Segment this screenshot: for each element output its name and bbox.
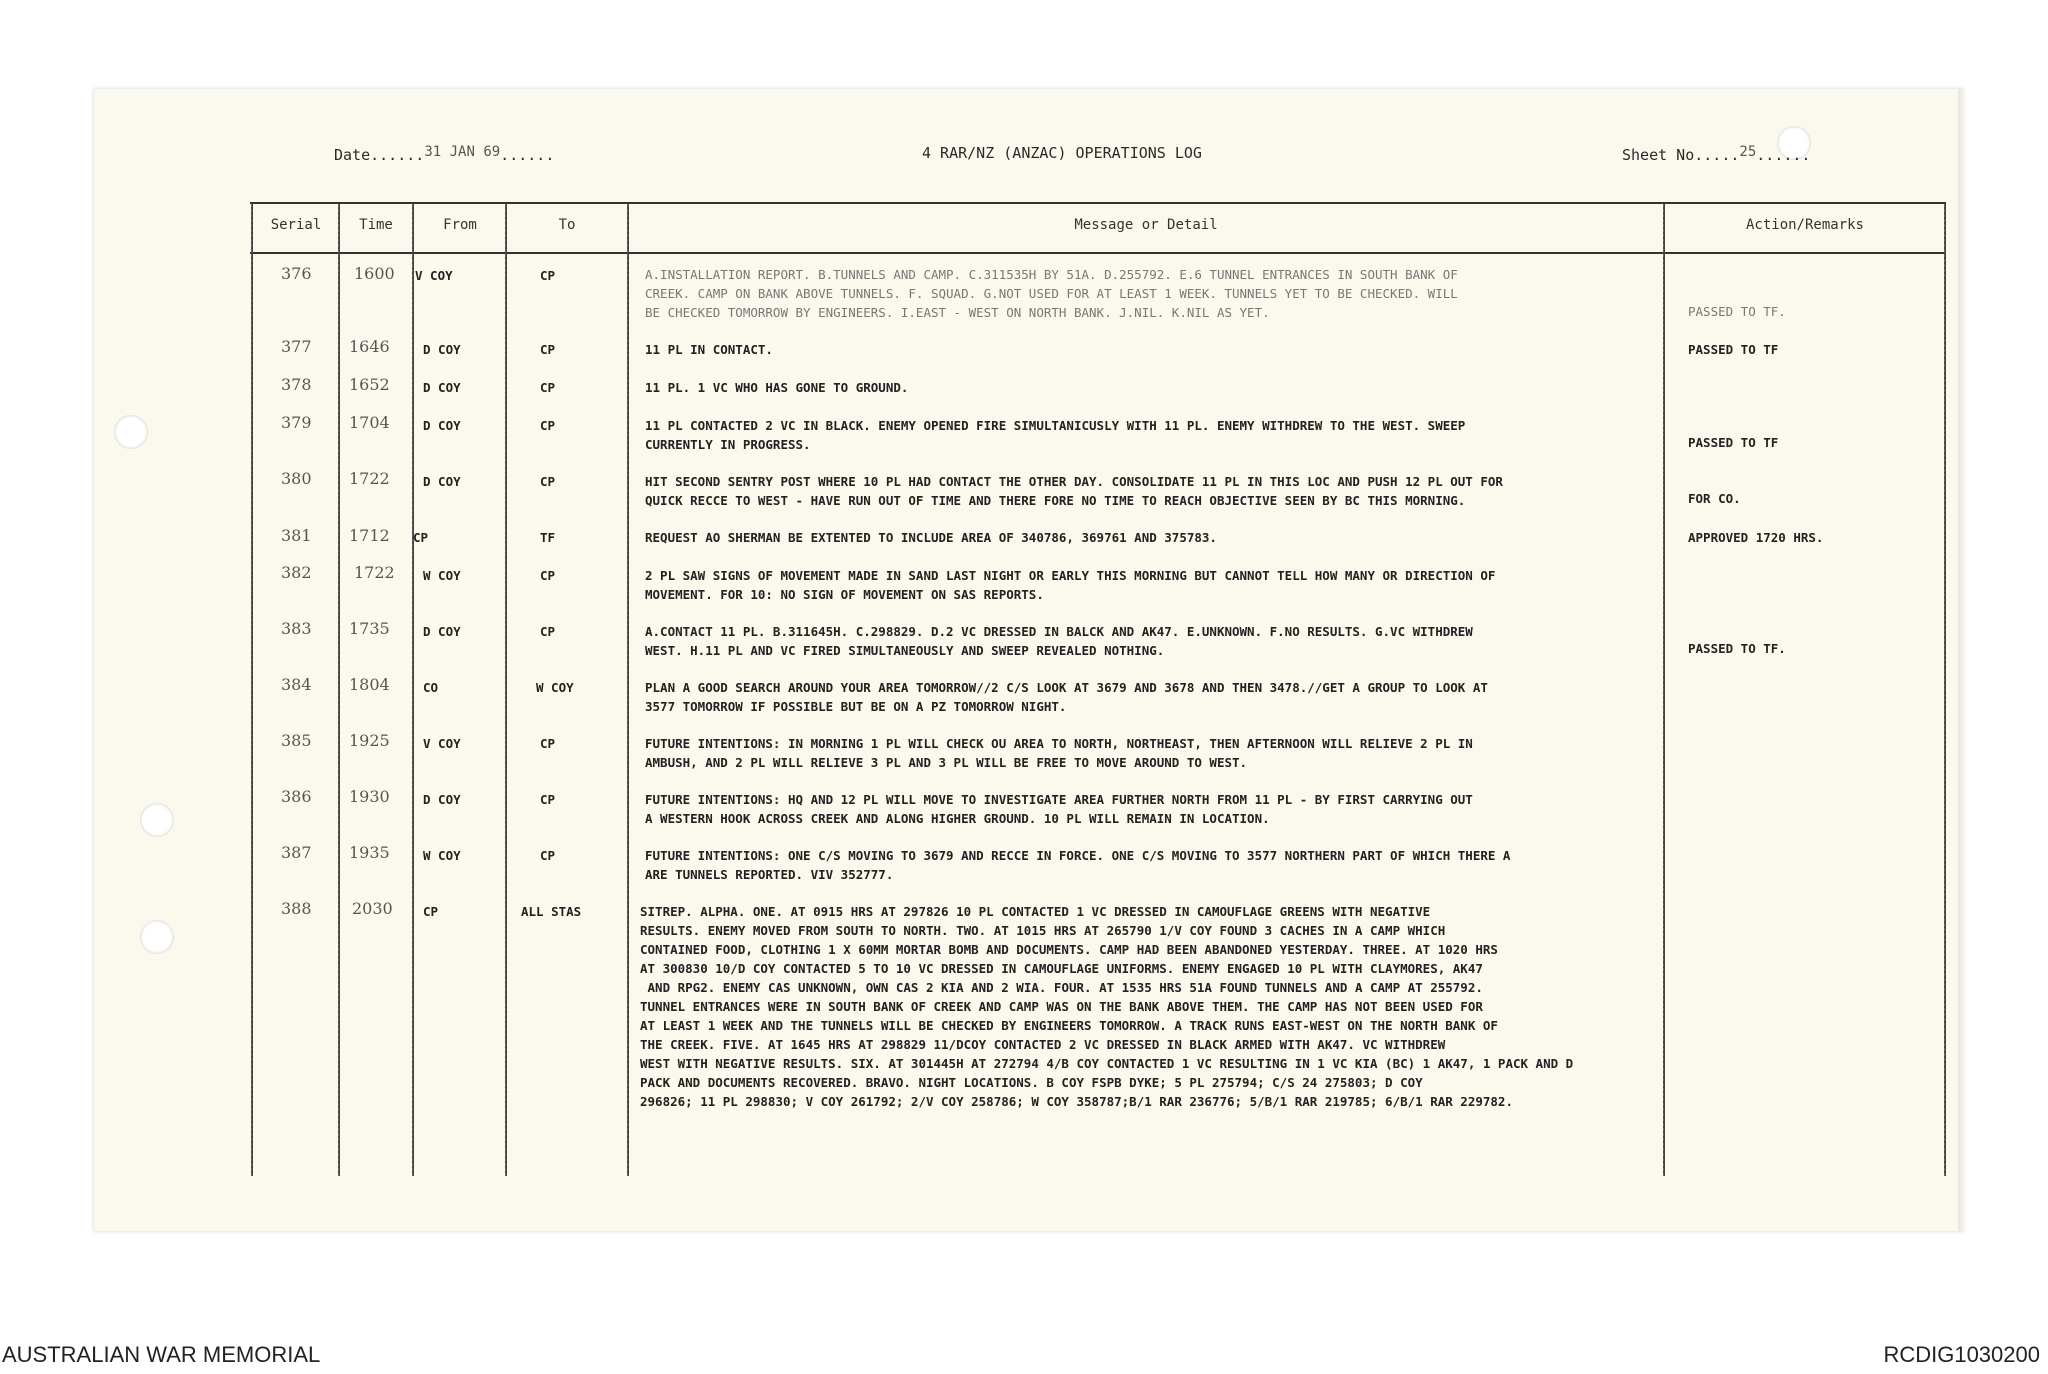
from-cell: D COY <box>423 792 461 807</box>
message-cell: HIT SECOND SENTRY POST WHERE 10 PL HAD CONTACT THE OTHER DAY. CONSOLIDATE 11 PL IN THIS LOC AND PUSH 12 PL OUT FOR QUICK RECCE TO WEST - HAVE RUN OUT OF TIME AND THERE FORE NO TIME TO REACH OBJECTIVE SEEN BY BC THIS MORNING. <box>645 474 1503 508</box>
serial-cell: 377 <box>281 337 312 356</box>
col-divider <box>505 204 507 1176</box>
message-cell: 11 PL CONTACTED 2 VC IN BLACK. ENEMY OPENED FIRE SIMULTANICUSLY WITH 11 PL. ENEMY WITHDREW TO THE WEST. SWEEP CURRENTLY IN PROGRESS. <box>645 418 1466 452</box>
time-cell: 1712 <box>349 526 390 545</box>
from-cell: V COY <box>423 736 461 751</box>
from-cell: D COY <box>423 418 461 433</box>
date-value: 31 JAN 69 <box>424 144 501 160</box>
serial-cell: 383 <box>281 619 312 638</box>
col-header-time: Time <box>359 217 393 233</box>
message-cell: A.INSTALLATION REPORT. B.TUNNELS AND CAMP. C.311535H BY 51A. D.255792. E.6 TUNNEL ENTRANCES IN SOUTH BANK OF CREEK. CAMP ON BANK ABOVE TUNNELS. F. SQUAD. G.NOT USED FOR AT LEAST 1 WEEK. TUNNELS YET TO BE CHECKED. WILL BE CHECKED TOMORROW BY ENGINEERS. I.EAST - WEST ON NORTH BANK. J.NIL. K.NIL AS YET. <box>645 267 1458 320</box>
time-cell: 1600 <box>354 264 395 283</box>
col-divider <box>627 204 629 1176</box>
serial-cell: 378 <box>281 375 312 394</box>
to-cell: CP <box>540 736 556 751</box>
serial-cell: 382 <box>281 563 312 582</box>
serial-cell: 380 <box>281 469 312 488</box>
time-cell: 1925 <box>349 731 390 750</box>
sheet-edge <box>1958 89 1968 1231</box>
sheet-value: 25 <box>1739 144 1757 160</box>
remarks-cell: PASSED TO TF <box>1688 342 1779 357</box>
from-cell: D COY <box>423 380 461 395</box>
time-cell: 2030 <box>352 899 393 918</box>
message-cell: REQUEST AO SHERMAN BE EXTENTED TO INCLUDE AREA OF 340786, 369761 AND 375783. <box>645 530 1217 545</box>
from-cell: CP <box>423 904 439 919</box>
from-cell: W COY <box>423 568 461 583</box>
to-cell: CP <box>540 418 556 433</box>
time-cell: 1704 <box>349 413 390 432</box>
to-cell: CP <box>540 568 556 583</box>
time-cell: 1722 <box>354 563 395 582</box>
from-cell: D COY <box>423 474 461 489</box>
col-header-from: From <box>443 217 477 233</box>
to-cell: TF <box>540 530 556 545</box>
serial-cell: 388 <box>281 899 312 918</box>
message-cell: A.CONTACT 11 PL. B.311645H. C.298829. D.2 VC DRESSED IN BALCK AND AK47. E.UNKNOWN. F.NO RESULTS. G.VC WITHDREW WEST. H.11 PL AND VC FIRED SIMULTANEOUSLY AND SWEEP REVEALED NOTHING. <box>645 624 1473 658</box>
serial-cell: 384 <box>281 675 312 694</box>
punch-hole <box>114 415 148 449</box>
time-cell: 1735 <box>349 619 390 638</box>
serial-cell: 386 <box>281 787 312 806</box>
message-cell: 11 PL IN CONTACT. <box>645 342 773 357</box>
time-cell: 1646 <box>349 337 390 356</box>
sheet-label: Sheet No..... <box>1622 146 1740 164</box>
time-cell: 1722 <box>349 469 390 488</box>
remarks-cell: PASSED TO TF. <box>1688 304 1786 319</box>
to-cell: CP <box>540 268 556 283</box>
from-cell: CO <box>423 680 439 695</box>
from-cell: CP <box>413 530 429 545</box>
message-cell: 11 PL. 1 VC WHO HAS GONE TO GROUND. <box>645 380 909 395</box>
message-cell: FUTURE INTENTIONS: ONE C/S MOVING TO 3679 AND RECCE IN FORCE. ONE C/S MOVING TO 3577 NORTHERN PART OF WHICH THERE A ARE TUNNELS REPORTED. VIV 352777. <box>645 848 1511 882</box>
serial-cell: 381 <box>281 526 312 545</box>
time-cell: 1930 <box>349 787 390 806</box>
to-cell: ALL STAS <box>521 904 582 919</box>
to-cell: CP <box>540 624 556 639</box>
to-cell: W COY <box>536 680 574 695</box>
to-cell: CP <box>540 792 556 807</box>
col-divider <box>1944 204 1946 1176</box>
from-cell: D COY <box>423 624 461 639</box>
col-divider <box>251 204 253 1176</box>
time-cell: 1652 <box>349 375 390 394</box>
remarks-cell: PASSED TO TF <box>1688 435 1779 450</box>
col-divider <box>338 204 340 1176</box>
message-cell: FUTURE INTENTIONS: HQ AND 12 PL WILL MOVE TO INVESTIGATE AREA FURTHER NORTH FROM 11 PL - BY FIRST CARRYING OUT A WESTERN HOOK ACROSS CREEK AND ALONG HIGHER GROUND. 10 PL WILL REMAIN IN LOCATION. <box>645 792 1473 826</box>
serial-cell: 379 <box>281 413 312 432</box>
time-cell: 1935 <box>349 843 390 862</box>
col-header-serial: Serial <box>270 217 322 233</box>
message-cell: SITREP. ALPHA. ONE. AT 0915 HRS AT 297826 10 PL CONTACTED 1 VC DRESSED IN CAMOUFLAGE GREENS WITH NEGATIVE RESULTS. ENEMY MOVED FROM SOUTH TO NORTH. TWO. AT 1015 HRS AT 265790 1/V COY FOUND 3 CACHES IN A CAMP WHICH CONTAINED FOOD, CLOTHING 1 X 60MM MORTAR BOMB AND DOCUMENTS. CAMP HAD BEEN ABANDONED YESTERDAY. THREE. AT 1020 HRS AT 300830 10/D COY CONTACTED 5 TO 10 VC DRESSED IN CAMOUFLAGE UNIFORMS. ENEMY ENGAGED 10 PL WITH CLAYMORES, AK47 AND RPG2. ENEMY CAS UNKNOWN, OWN CAS 2 KIA AND 2 WIA. FOUR. AT 1535 HRS 51A FOUND TUNNELS AND A CAMP AT 255792. TUNNEL ENTRANCES WERE IN SOUTH BANK OF CREEK AND CAMP WAS ON THE BANK ABOVE THEM. THE CAMP HAS NOT BEEN USED FOR AT LEAST 1 WEEK AND THE TUNNELS WILL BE CHECKED BY ENGINEERS TOMORROW. A TRACK RUNS EAST-WEST ON THE NORTH BANK OF THE CREEK. FIVE. AT 1645 HRS AT 298829 11/DCOY CONTACTED 2 VC DRESSED IN BLACK ARMED WITH AK47. VC WITHDREW WEST WITH NEGATIVE RESULTS. SIX. AT 301445H AT 272794 4/B COY CONTACTED 1 VC RESULTING IN 1 VC KIA (BC) 1 AK47, 1 PACK AND D PACK AND DOCUMENTS RECOVERED. BRAVO. NIGHT LOCATIONS. B COY FSPB DYKE; 5 PL 275794; C/S 24 275803; D COY 296826; 11 PL 298830; V COY 261792; 2/V COY 258786; W COY 358787;B/1 RAR 236776; 5/B/1 RAR 219785; 6/B/1 RAR 229782. <box>640 904 1574 1109</box>
message-cell: FUTURE INTENTIONS: IN MORNING 1 PL WILL CHECK OU AREA TO NORTH, NORTHEAST, THEN AFTERNOON WILL RELIEVE 2 PL IN AMBUSH, AND 2 PL WILL RELIEVE 3 PL AND 3 PL WILL BE FREE TO MOVE AROUND TO WEST. <box>645 736 1473 770</box>
time-cell: 1804 <box>349 675 390 694</box>
remarks-cell: APPROVED 1720 HRS. <box>1688 530 1824 545</box>
remarks-cell: PASSED TO TF. <box>1688 641 1786 656</box>
punch-hole <box>140 920 174 954</box>
to-cell: CP <box>540 380 556 395</box>
serial-cell: 376 <box>281 264 312 283</box>
remarks-cell: FOR CO. <box>1688 491 1741 506</box>
col-divider <box>412 204 414 1176</box>
to-cell: CP <box>540 474 556 489</box>
footer-archive-name: AUSTRALIAN WAR MEMORIAL <box>2 1342 321 1367</box>
from-cell: W COY <box>423 848 461 863</box>
serial-cell: 387 <box>281 843 312 862</box>
message-cell: 2 PL SAW SIGNS OF MOVEMENT MADE IN SAND LAST NIGHT OR EARLY THIS MORNING BUT CANNOT TELL HOW MANY OR DIRECTION OF MOVEMENT. FOR 10: NO SIGN OF MOVEMENT ON SAS REPORTS. <box>645 568 1496 602</box>
col-header-message: Message or Detail <box>1074 217 1218 233</box>
message-cell: PLAN A GOOD SEARCH AROUND YOUR AREA TOMORROW//2 C/S LOOK AT 3679 AND 3678 AND THEN 3478.//GET A GROUP TO LOOK AT 3577 TOMORROW IF POSSIBLE BUT BE ON A PZ TOMORROW NIGHT. <box>645 680 1488 714</box>
to-cell: CP <box>540 342 556 357</box>
date-label: Date...... <box>334 146 425 164</box>
footer-record-id: RCDIG1030200 <box>1883 1342 2040 1367</box>
sheet-number-field: Sheet No.....25...... <box>1622 144 1811 164</box>
date-field: Date......31 JAN 69...... <box>334 144 555 164</box>
to-cell: CP <box>540 848 556 863</box>
col-header-to: To <box>558 217 576 233</box>
log-title: 4 RAR/NZ (ANZAC) OPERATIONS LOG <box>922 144 1202 162</box>
punch-hole <box>140 803 174 837</box>
from-cell: D COY <box>423 342 461 357</box>
serial-cell: 385 <box>281 731 312 750</box>
from-cell: V COY <box>415 268 453 283</box>
col-header-remarks: Action/Remarks <box>1745 217 1864 233</box>
